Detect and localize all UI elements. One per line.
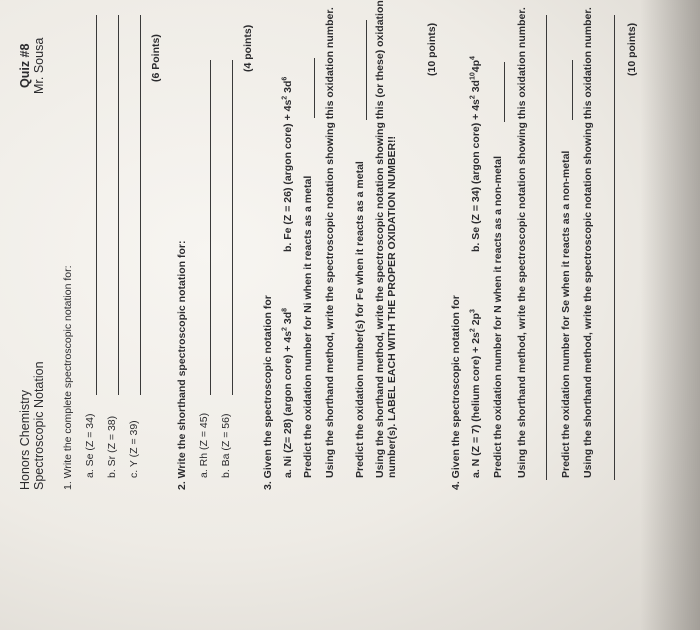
- q4-se-oxidation-line[interactable]: [572, 60, 573, 120]
- q3-notation-a: a. Ni (Z= 28) (argon core) + $4s^2$ $3d^8$: [281, 307, 294, 478]
- q1-item-a: a. Se (Z = 34): [84, 413, 96, 478]
- q3-predict-ni: Predict the oxidation number for Ni when it reacts as a metal: [302, 175, 314, 478]
- q4-predict-se: Predict the oxidation number for Se when it reacts as a non-metal: [560, 150, 572, 478]
- q2-item-a: a. Rh (Z = 45): [198, 412, 210, 478]
- q2-answer-line-b[interactable]: [232, 60, 233, 395]
- q2-prompt: 2. Write the shorthand spectroscopic notation for:: [176, 240, 188, 490]
- q3-shorthand-fe-line1: Using the shorthand method, write the spectroscopic notation showing this (or these) oxidation: [374, 0, 386, 478]
- q1-answer-line-c[interactable]: [140, 15, 141, 395]
- q3-predict-fe: Predict the oxidation number(s) for Fe when it reacts as a metal: [354, 161, 366, 478]
- q1-answer-line-a[interactable]: [96, 15, 97, 395]
- q4-n-oxidation-line[interactable]: [504, 62, 505, 122]
- q2-item-b: b. Ba (Z = 56): [220, 413, 232, 478]
- course-title: Honors Chemistry: [18, 389, 32, 490]
- page-edge-shadow: [640, 0, 700, 630]
- quiz-number: Quiz #8: [18, 43, 32, 88]
- teacher-name: Mr. Sousa: [32, 37, 46, 94]
- q1-item-c: c. Y (Z = 39): [128, 420, 140, 478]
- topic-title: Spectroscopic Notation: [32, 361, 46, 490]
- q4-se-notation-line[interactable]: [614, 15, 615, 480]
- q4-notation-a: a. N (Z = 7) (helium core) + $2s^2$ $2p^3$: [469, 309, 482, 478]
- q1-answer-line-b[interactable]: [118, 15, 119, 395]
- q2-points: (4 points): [242, 24, 254, 72]
- q4-predict-n: Predict the oxidation number for N when it reacts as a non-metal: [492, 155, 504, 478]
- q4-notation-b: b. Se (Z = 34) (argon core) + $4s^2$ $3d^{10}4p^4$: [469, 56, 482, 252]
- q3-ni-oxidation-line[interactable]: [314, 58, 315, 118]
- q4-points: (10 points): [626, 22, 638, 76]
- q1-item-b: b. Sr (Z = 38): [106, 415, 118, 478]
- q4-shorthand-n: Using the shorthand method, write the spectroscopic notation showing this oxidation number.: [516, 7, 528, 478]
- q2-answer-line-a[interactable]: [210, 60, 211, 395]
- q1-points: (6 Points): [150, 34, 162, 82]
- q1-prompt: 1. Write the complete spectroscopic notation for:: [62, 265, 74, 490]
- q3-notation-b: b. Fe (Z = 26) (argon core) + $4s^2$ $3d^6$: [281, 76, 294, 252]
- q3-fe-oxidation-line[interactable]: [366, 20, 367, 120]
- q4-shorthand-se: Using the shorthand method, write the spectroscopic notation showing this oxidation number.: [582, 7, 594, 478]
- q4-n-notation-line[interactable]: [546, 15, 547, 480]
- q4-prompt: 4. Given the spectroscopic notation for: [450, 295, 462, 490]
- q3-points: (10 points): [426, 22, 438, 76]
- q3-shorthand-ni: Using the shorthand method, write the spectroscopic notation showing this oxidation number.: [324, 7, 336, 478]
- q3-shorthand-fe-line2: number(s). LABEL EACH WITH THE PROPER OXIDATION NUMBER!!: [386, 135, 398, 478]
- q3-prompt: 3. Given the spectroscopic notation for: [262, 295, 274, 490]
